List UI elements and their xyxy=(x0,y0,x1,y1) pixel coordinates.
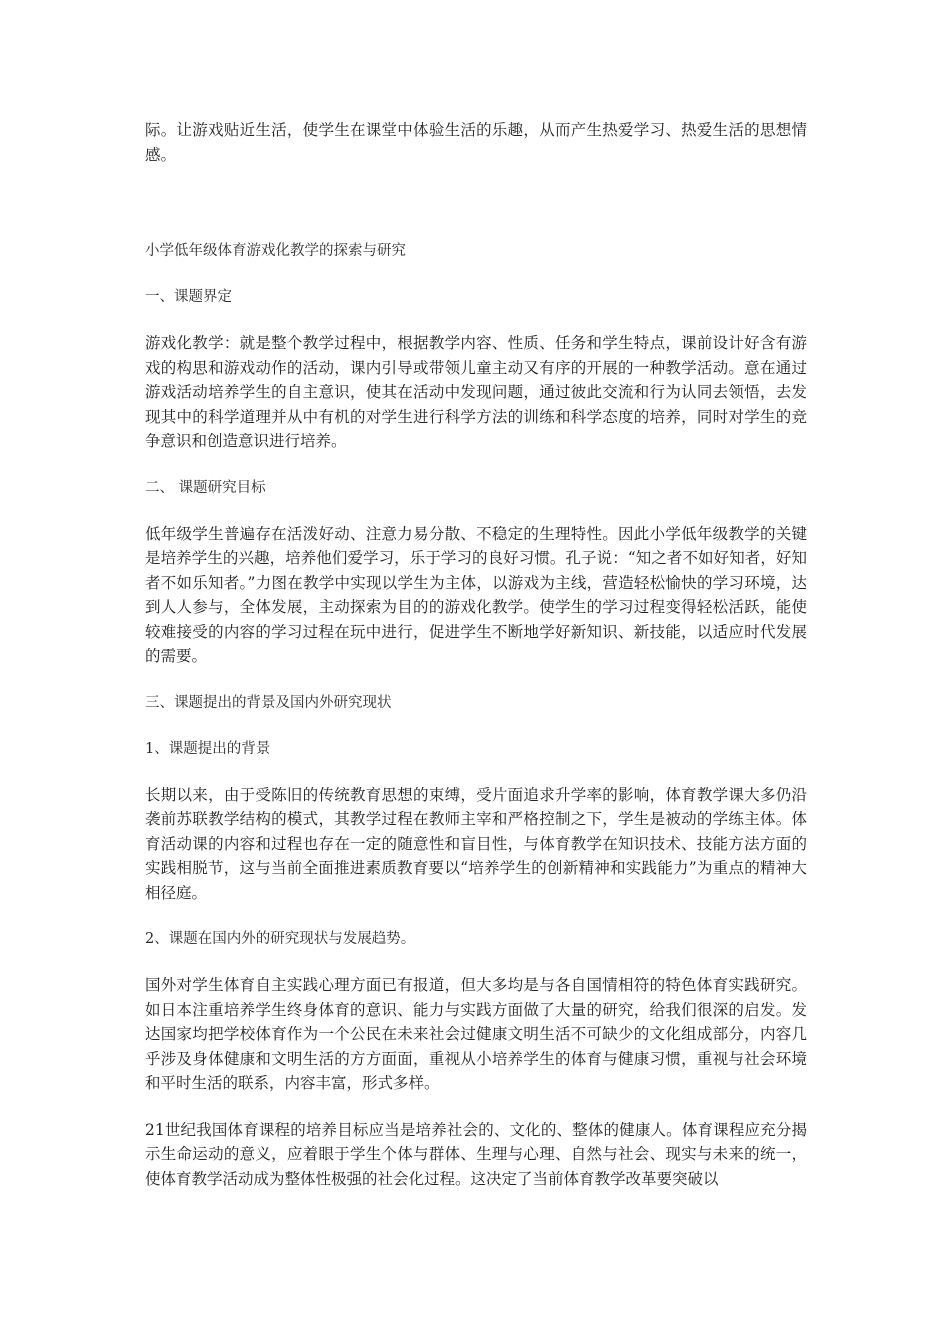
spacer xyxy=(145,905,807,927)
spacer xyxy=(145,500,807,522)
spacer xyxy=(145,1096,807,1118)
section-heading-goals: 二、 课题研究目标 xyxy=(145,479,266,496)
spacer xyxy=(145,454,807,476)
section-paragraph-definition: 游戏化教学：就是整个教学过程中，根据教学内容、性质、任务和学生特点，课前设计好含有游戏的构思和游戏动作的活动，课内引导或带领儿童主动又有序的开展的一种教学活动。意在通过游戏活动培养学生的自主意识，使其在活动中发现问题，通过彼此交流和行为认同去领悟，去发现其中的科学道理并从中有机的对学生进行科学方法的训练和科学态度的培养，同时对学生的竞争意识和创造意识进行培养。 xyxy=(145,334,807,450)
section-heading-background: 三、课题提出的背景及国内外研究现状 xyxy=(145,694,392,711)
document-title: 小学低年级体育游戏化教学的探索与研究 xyxy=(145,243,406,259)
section-heading-definition: 一、课题界定 xyxy=(145,289,232,305)
spacer xyxy=(145,309,807,331)
spacer xyxy=(145,761,807,783)
subsection-paragraph-status-1: 国外对学生体育自主实践心理方面已有报道，但大多均是与各自国情相符的特色体育实践研究。如日本注重培养学生终身体育的意识、能力与实践方面做了大量的研究，给我们很深的启发。发达国家均把学校体育作为一个公民在未来社会过健康文明生活不可缺少的文化组成部分，内容几乎涉及身体健康和文明生活的方方面面，重视从小培养学生的体育与健康习惯，重视与社会环境和平时生活的联系，内容丰富，形式多样。 xyxy=(145,976,807,1092)
subsection-paragraph-status-2: 21世纪我国体育课程的培养目标应当是培养社会的、文化的、整体的健康人。体育课程应充分揭示生命运动的意义，应着眼于学生个体与群体、生理与心理、自然与社会、现实与未来的统一，使体育教学活动成为整体性极强的社会化过程。这决定了当前体育教学改革要突破以 xyxy=(145,1120,807,1188)
subsection-paragraph-background: 长期以来，由于受陈旧的传统教育思想的束缚，受片面追求升学率的影响，体育教学课大多仍沿袭前苏联教学结构的模式，其教学过程在教师主宰和严格控制之下，学生是被动的学练主体。体育活动课的内容和过程也存在一定的随意性和盲目性，与体育教学在知识技术、技能方法方面的实践相脱节，这与当前全面推进素质教育要以“培养学生的创新精神和实践能力”为重点的精神大相径庭。 xyxy=(145,785,807,902)
spacer xyxy=(145,669,807,691)
spacer xyxy=(145,715,807,737)
intro-paragraph: 际。让游戏贴近生活，使学生在课堂中体验生活的乐趣，从而产生热爱学习、热爱生活的思想情感。 xyxy=(145,121,807,164)
subsection-heading-background: 1、课题提出的背景 xyxy=(145,740,271,757)
spacer xyxy=(145,263,807,285)
section-paragraph-goals: 低年级学生普遍存在活泼好动、注意力易分散、不稳定的生理特性。因此小学低年级教学的关键是培养学生的兴趣，培养他们爱学习，乐于学习的良好习惯。孔子说：“知之者不如好知者，好知者不如乐知者。”力图在教学中实现以学生为主体，以游戏为主线，营造轻松愉快的学习环境，达到人人参与，全体发展，主动探索为目的的游戏化教学。使学生的学习过程变得轻松活跃，能使较难接受的内容的学习过程在玩中进行，促进学生不断地学好新知识、新技能，以适应时代发展的需要。 xyxy=(145,524,807,665)
spacer xyxy=(145,167,807,239)
spacer xyxy=(145,951,807,973)
document-page xyxy=(145,118,807,1191)
subsection-heading-status: 2、课题在国内外的研究现状与发展趋势。 xyxy=(145,931,416,947)
